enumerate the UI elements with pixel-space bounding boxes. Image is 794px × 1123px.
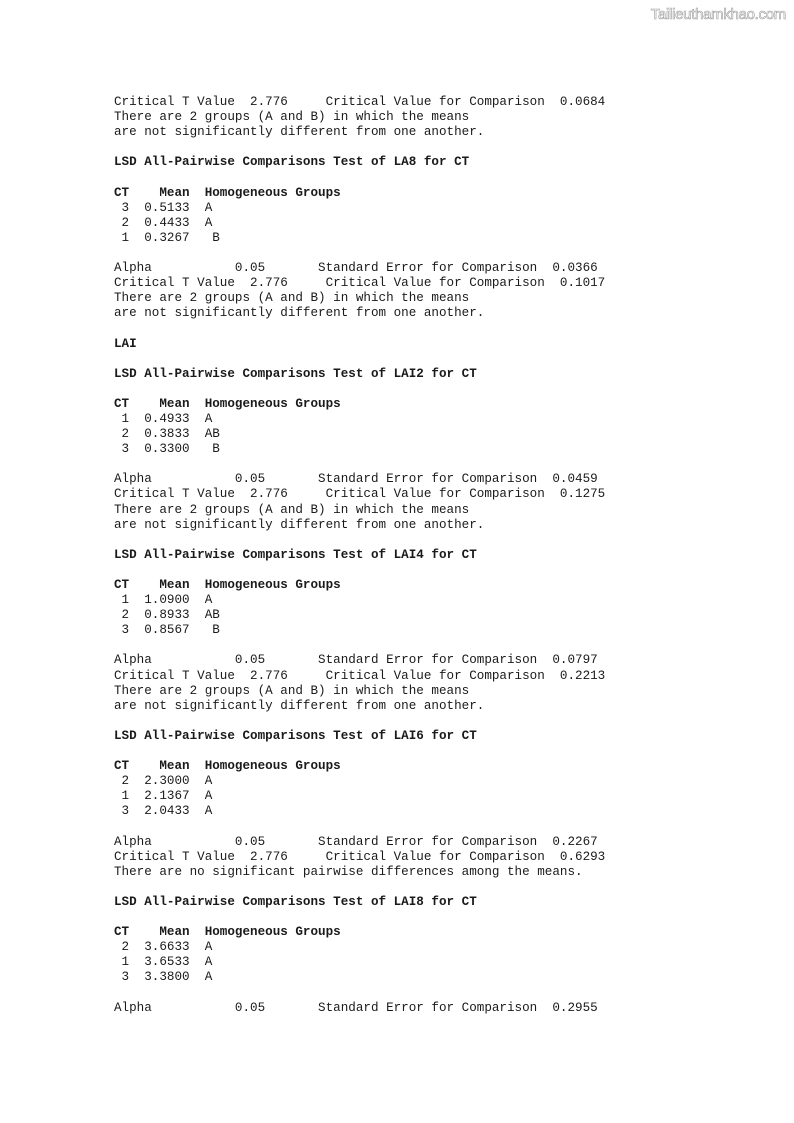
table-row: 2 0.3833 AB [114, 427, 220, 442]
text-line: Alpha 0.05 Standard Error for Comparison 0.0797 [114, 653, 598, 668]
table-row: 3 2.0433 A [114, 804, 213, 819]
text-line: Critical T Value 2.776 Critical Value for Comparison 0.6293 [114, 849, 606, 864]
blank-line [114, 457, 754, 472]
blank-line [114, 714, 754, 729]
table-row: 1 2.1367 A [114, 789, 213, 804]
blank-line [114, 880, 754, 895]
blank-line [114, 382, 754, 397]
blank-line [114, 744, 754, 759]
blank-line [114, 820, 754, 835]
table-row: 1 0.3267 B [114, 230, 220, 245]
text-line: Alpha 0.05 Standard Error for Comparison 0.0366 [114, 261, 598, 276]
table-header: CT Mean Homogeneous Groups [114, 185, 341, 200]
table-row: 1 1.0900 A [114, 593, 213, 608]
text-line: There are 2 groups (A and B) in which the means [114, 291, 470, 306]
text-line: Critical T Value 2.776 Critical Value for Comparison 0.0684 [114, 95, 606, 109]
blank-line [114, 321, 754, 336]
section-heading: LSD All-Pairwise Comparisons Test of LA8 for CT [114, 155, 470, 170]
text-line: are not significantly different from one another. [114, 517, 485, 532]
table-header: CT Mean Homogeneous Groups [114, 578, 341, 592]
blank-line [114, 352, 754, 367]
blank-line [114, 910, 754, 925]
blank-line [114, 563, 754, 578]
text-line: There are 2 groups (A and B) in which the means [114, 502, 470, 517]
blank-line [114, 170, 754, 185]
text-line: There are 2 groups (A and B) in which the means [114, 110, 470, 125]
table-row: 3 0.8567 B [114, 623, 220, 638]
text-line: are not significantly different from one another. [114, 125, 485, 140]
text-line: are not significantly different from one another. [114, 306, 485, 321]
text-line: are not significantly different from one another. [114, 698, 485, 713]
blank-line [114, 638, 754, 653]
table-row: 3 3.3800 A [114, 970, 213, 985]
statistics-output [114, 95, 754, 1016]
text-line: Alpha 0.05 Standard Error for Comparison 0.0459 [114, 472, 598, 487]
text-line: There are 2 groups (A and B) in which the means [114, 683, 470, 698]
section-heading: LSD All-Pairwise Comparisons Test of LAI4 for CT [114, 547, 477, 562]
table-header: CT Mean Homogeneous Groups [114, 396, 341, 411]
text-line: Critical T Value 2.776 Critical Value for Comparison 0.1275 [114, 487, 606, 502]
text-line: Critical T Value 2.776 Critical Value for Comparison 0.1017 [114, 276, 606, 291]
blank-line [114, 533, 754, 548]
table-row: 3 0.5133 A [114, 200, 213, 215]
table-header: CT Mean Homogeneous Groups [114, 759, 341, 774]
table-row: 2 0.8933 AB [114, 608, 220, 623]
table-row: 2 3.6633 A [114, 940, 213, 955]
blank-line [114, 246, 754, 261]
table-row: 2 2.3000 A [114, 774, 213, 789]
text-line: Alpha 0.05 Standard Error for Comparison 0.2955 [114, 1000, 598, 1015]
table-row: 2 0.4433 A [114, 215, 213, 230]
group-heading: LAI [114, 336, 137, 351]
blank-line [114, 986, 754, 1001]
section-heading: LSD All-Pairwise Comparisons Test of LAI8 for CT [114, 894, 477, 909]
table-row: 1 3.6533 A [114, 955, 213, 970]
watermark: Tailieuthamkhao.com [650, 6, 786, 23]
section-heading: LSD All-Pairwise Comparisons Test of LAI6 for CT [114, 728, 477, 743]
table-row: 1 0.4933 A [114, 411, 213, 426]
blank-line [114, 140, 754, 155]
table-header: CT Mean Homogeneous Groups [114, 925, 341, 940]
text-line: Critical T Value 2.776 Critical Value for Comparison 0.2213 [114, 668, 606, 683]
section-heading: LSD All-Pairwise Comparisons Test of LAI2 for CT [114, 366, 477, 381]
text-line: There are no significant pairwise differences among the means. [114, 864, 583, 879]
table-row: 3 0.3300 B [114, 442, 220, 457]
text-line: Alpha 0.05 Standard Error for Comparison 0.2267 [114, 834, 598, 849]
